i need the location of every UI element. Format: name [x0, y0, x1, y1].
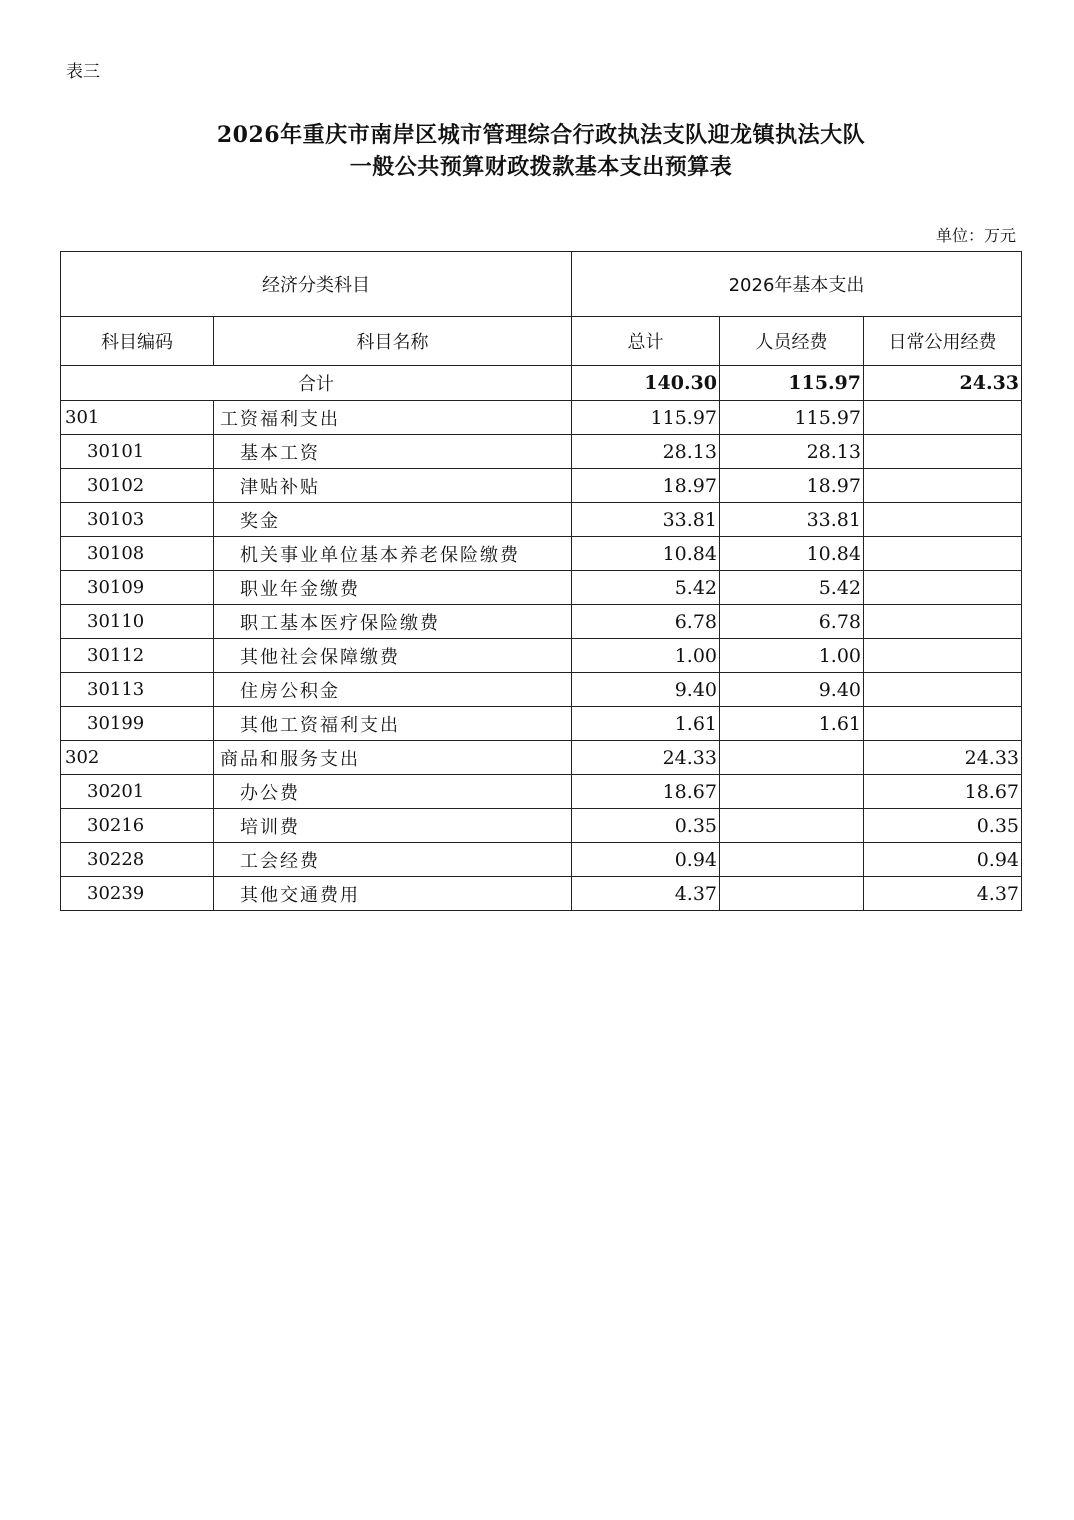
row-name: 奖金 — [214, 503, 572, 537]
row-code: 30239 — [61, 877, 214, 911]
row-total: 6.78 — [572, 605, 720, 639]
row-personnel: 33.81 — [720, 503, 864, 537]
table-row — [61, 741, 1022, 775]
row-personnel: 18.97 — [720, 469, 864, 503]
row-personnel: 6.78 — [720, 605, 864, 639]
row-personnel — [720, 775, 864, 809]
row-code: 30112 — [61, 639, 214, 673]
row-total: 5.42 — [572, 571, 720, 605]
row-total: 9.40 — [572, 673, 720, 707]
table-row — [61, 571, 1022, 605]
page-title: 2026年重庆市南岸区城市管理综合行政执法支队迎龙镇执法大队 — [216, 122, 866, 148]
table-number-label: 表三 — [66, 62, 100, 82]
page-subtitle: 一般公共预算财政拨款基本支出预算表 — [349, 154, 733, 180]
table-row — [61, 503, 1022, 537]
row-code: 30113 — [61, 673, 214, 707]
row-total: 0.35 — [572, 809, 720, 843]
row-public — [864, 571, 1022, 605]
row-name: 津贴补贴 — [214, 469, 572, 503]
row-personnel: 10.84 — [720, 537, 864, 571]
table-row — [61, 401, 1022, 435]
row-name: 办公费 — [214, 775, 572, 809]
row-total: 115.97 — [572, 401, 720, 435]
row-code: 30103 — [61, 503, 214, 537]
row-personnel — [720, 877, 864, 911]
row-name: 基本工资 — [214, 435, 572, 469]
row-total: 1.00 — [572, 639, 720, 673]
unit-label: 单位：万元 — [935, 226, 1016, 245]
header-column-row — [61, 317, 1022, 366]
header-name: 科目名称 — [214, 317, 572, 366]
header-group-row — [61, 252, 1022, 317]
table-row — [61, 707, 1022, 741]
total-public: 24.33 — [864, 366, 1022, 401]
row-name: 其他工资福利支出 — [214, 707, 572, 741]
row-name: 住房公积金 — [214, 673, 572, 707]
table-row — [61, 775, 1022, 809]
row-public — [864, 707, 1022, 741]
row-name: 职工基本医疗保险缴费 — [214, 605, 572, 639]
row-total: 10.84 — [572, 537, 720, 571]
table-row — [61, 639, 1022, 673]
row-name: 培训费 — [214, 809, 572, 843]
row-public — [864, 469, 1022, 503]
row-code: 302 — [61, 741, 214, 775]
row-name: 工会经费 — [214, 843, 572, 877]
row-personnel: 1.61 — [720, 707, 864, 741]
row-personnel: 1.00 — [720, 639, 864, 673]
total-personnel: 115.97 — [720, 366, 864, 401]
row-public — [864, 639, 1022, 673]
total-sum: 140.30 — [572, 366, 720, 401]
row-code: 30216 — [61, 809, 214, 843]
table-row — [61, 537, 1022, 571]
header-personnel: 人员经费 — [720, 317, 864, 366]
table-row — [61, 843, 1022, 877]
row-code: 30201 — [61, 775, 214, 809]
row-personnel: 5.42 — [720, 571, 864, 605]
table-row — [61, 673, 1022, 707]
row-personnel — [720, 741, 864, 775]
row-total: 18.67 — [572, 775, 720, 809]
row-personnel — [720, 843, 864, 877]
row-public: 0.94 — [864, 843, 1022, 877]
budget-table — [60, 251, 1022, 911]
row-code: 30109 — [61, 571, 214, 605]
row-total: 4.37 — [572, 877, 720, 911]
table-row — [61, 809, 1022, 843]
row-code: 30228 — [61, 843, 214, 877]
row-name: 其他交通费用 — [214, 877, 572, 911]
row-name: 其他社会保障缴费 — [214, 639, 572, 673]
row-public — [864, 537, 1022, 571]
row-name: 机关事业单位基本养老保险缴费 — [214, 537, 572, 571]
row-public — [864, 673, 1022, 707]
total-row — [61, 366, 1022, 401]
row-public — [864, 503, 1022, 537]
header-public: 日常公用经费 — [864, 317, 1022, 366]
row-code: 30101 — [61, 435, 214, 469]
row-code: 30108 — [61, 537, 214, 571]
row-public — [864, 401, 1022, 435]
row-personnel: 115.97 — [720, 401, 864, 435]
row-total: 24.33 — [572, 741, 720, 775]
row-code: 301 — [61, 401, 214, 435]
row-name: 职业年金缴费 — [214, 571, 572, 605]
row-public: 18.67 — [864, 775, 1022, 809]
row-total: 1.61 — [572, 707, 720, 741]
header-econ-category: 经济分类科目 — [61, 252, 572, 317]
row-total: 18.97 — [572, 469, 720, 503]
row-personnel: 28.13 — [720, 435, 864, 469]
row-public — [864, 435, 1022, 469]
table-row — [61, 605, 1022, 639]
row-code: 30110 — [61, 605, 214, 639]
row-code: 30199 — [61, 707, 214, 741]
row-total: 33.81 — [572, 503, 720, 537]
row-total: 0.94 — [572, 843, 720, 877]
row-code: 30102 — [61, 469, 214, 503]
table-row — [61, 469, 1022, 503]
row-public: 4.37 — [864, 877, 1022, 911]
header-code: 科目编码 — [61, 317, 214, 366]
header-basic-expenditure: 2026年基本支出 — [572, 252, 1022, 317]
row-public — [864, 605, 1022, 639]
row-total: 28.13 — [572, 435, 720, 469]
row-public: 24.33 — [864, 741, 1022, 775]
row-personnel — [720, 809, 864, 843]
row-name: 商品和服务支出 — [214, 741, 572, 775]
table-row — [61, 877, 1022, 911]
row-personnel: 9.40 — [720, 673, 864, 707]
table-row — [61, 435, 1022, 469]
row-public: 0.35 — [864, 809, 1022, 843]
row-name: 工资福利支出 — [214, 401, 572, 435]
total-label: 合计 — [61, 366, 572, 401]
header-total: 总计 — [572, 317, 720, 366]
